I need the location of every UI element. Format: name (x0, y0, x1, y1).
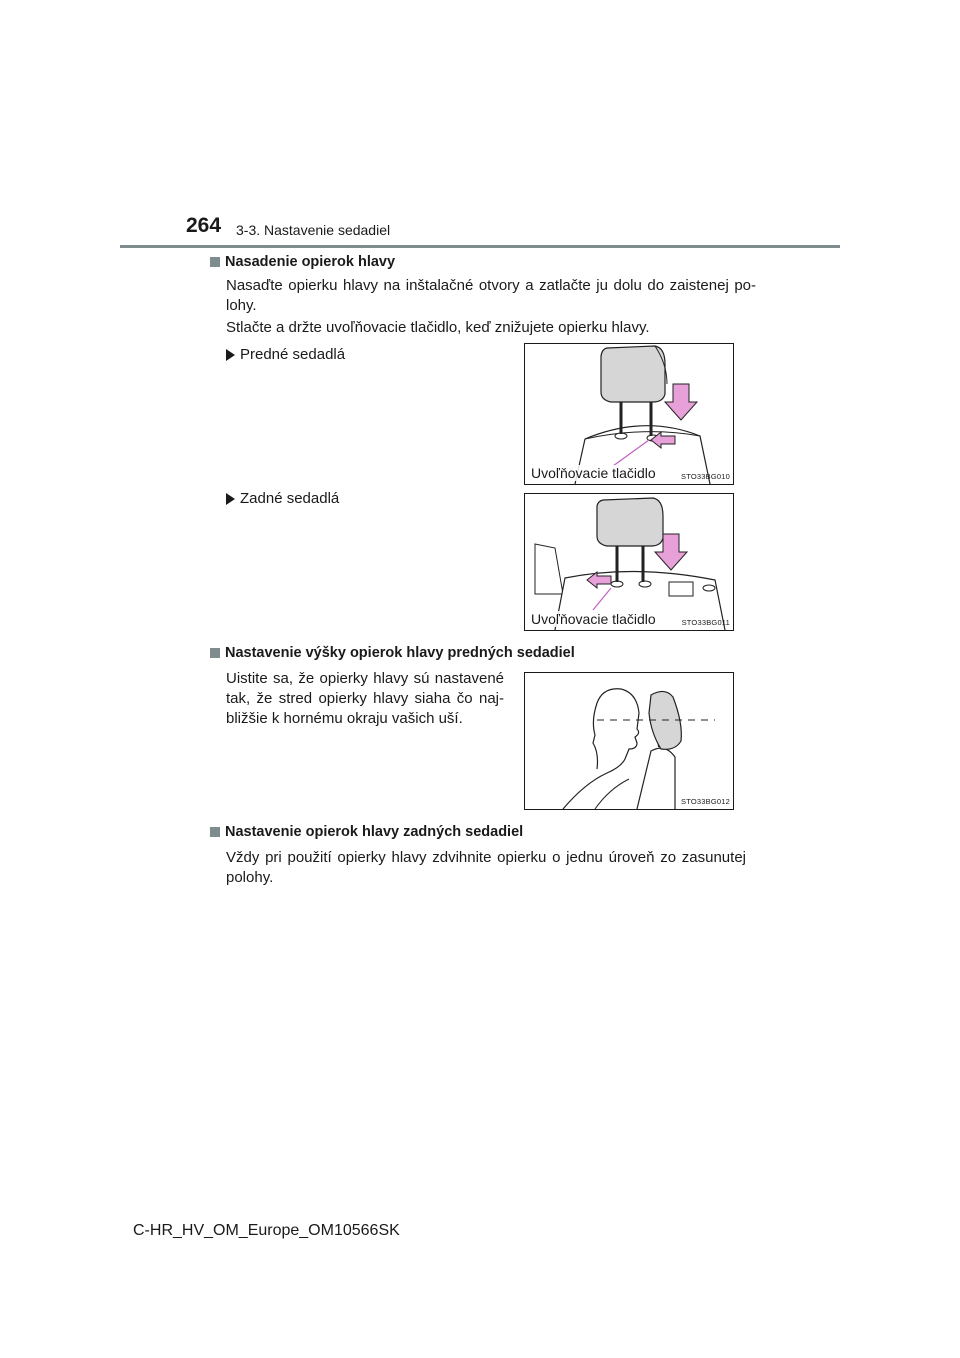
sub-heading-front-seats (226, 346, 345, 363)
section-title: Nastavenie opierok hlavy zadných sedadiel (225, 824, 524, 840)
text-line: Uistite sa, že opierky hlavy sú nastavené (226, 670, 504, 687)
bullet-square-icon (210, 827, 220, 837)
sub-label: Zadné sedadlá (240, 490, 340, 507)
figure-callout: Uvoľňovacie tlačidlo (531, 465, 656, 481)
chapter-title: 3-3. Nastavenie sedadiel (236, 222, 391, 238)
bullet-square-icon (210, 257, 220, 267)
section-title: Nastavenie výšky opierok hlavy predných sedadiel (225, 645, 575, 661)
paragraph-front-height (226, 669, 504, 729)
text-line: bližšie k hornému okraju vašich uší. (226, 710, 463, 727)
paragraph-release: Stlačte a držte uvoľňovacie tlačidlo, keď znižujete opierku hlavy. (226, 319, 650, 336)
section-title: Nasadenie opierok hlavy (225, 254, 396, 270)
sub-heading-rear-seats (226, 490, 339, 507)
figure-rear-headrest (524, 493, 734, 631)
front-headrest-illustration (525, 344, 733, 484)
footer-document-id: C-HR_HV_OM_Europe_OM10566SK (133, 1222, 400, 1239)
text-line: lohy. (226, 297, 257, 314)
text-line: Vždy pri použití opierky hlavy zdvihnite opierku o jednu úroveň zo zasunutej (226, 849, 746, 866)
paragraph-rear-adjust (226, 848, 746, 888)
page-number: 264 (186, 214, 222, 237)
triangle-bullet-icon (226, 493, 235, 505)
head-position-illustration (525, 673, 733, 809)
section-heading-rear-adjust (210, 824, 523, 840)
section-heading-front-height (210, 645, 575, 661)
figure-code: STO33BG011 (681, 618, 730, 627)
figure-code: STO33BG012 (681, 797, 730, 806)
figure-front-headrest (524, 343, 734, 485)
rear-headrest-illustration (525, 494, 733, 630)
paragraph-install (226, 276, 756, 316)
text-line: Nasaďte opierku hlavy na inštalačné otvory a zatlačte ju dolu do zaistenej po- (226, 277, 756, 294)
sub-label: Predné sedadlá (240, 346, 346, 363)
section-heading-install (210, 254, 395, 270)
text-line: tak, že stred opierky hlavy siaha čo naj- (226, 690, 504, 707)
text-line: polohy. (226, 869, 274, 886)
bullet-square-icon (210, 648, 220, 658)
triangle-bullet-icon (226, 349, 235, 361)
figure-head-position (524, 672, 734, 810)
figure-code: STO33BG010 (681, 472, 730, 481)
header-rule (120, 245, 840, 248)
figure-callout: Uvoľňovacie tlačidlo (531, 611, 656, 627)
